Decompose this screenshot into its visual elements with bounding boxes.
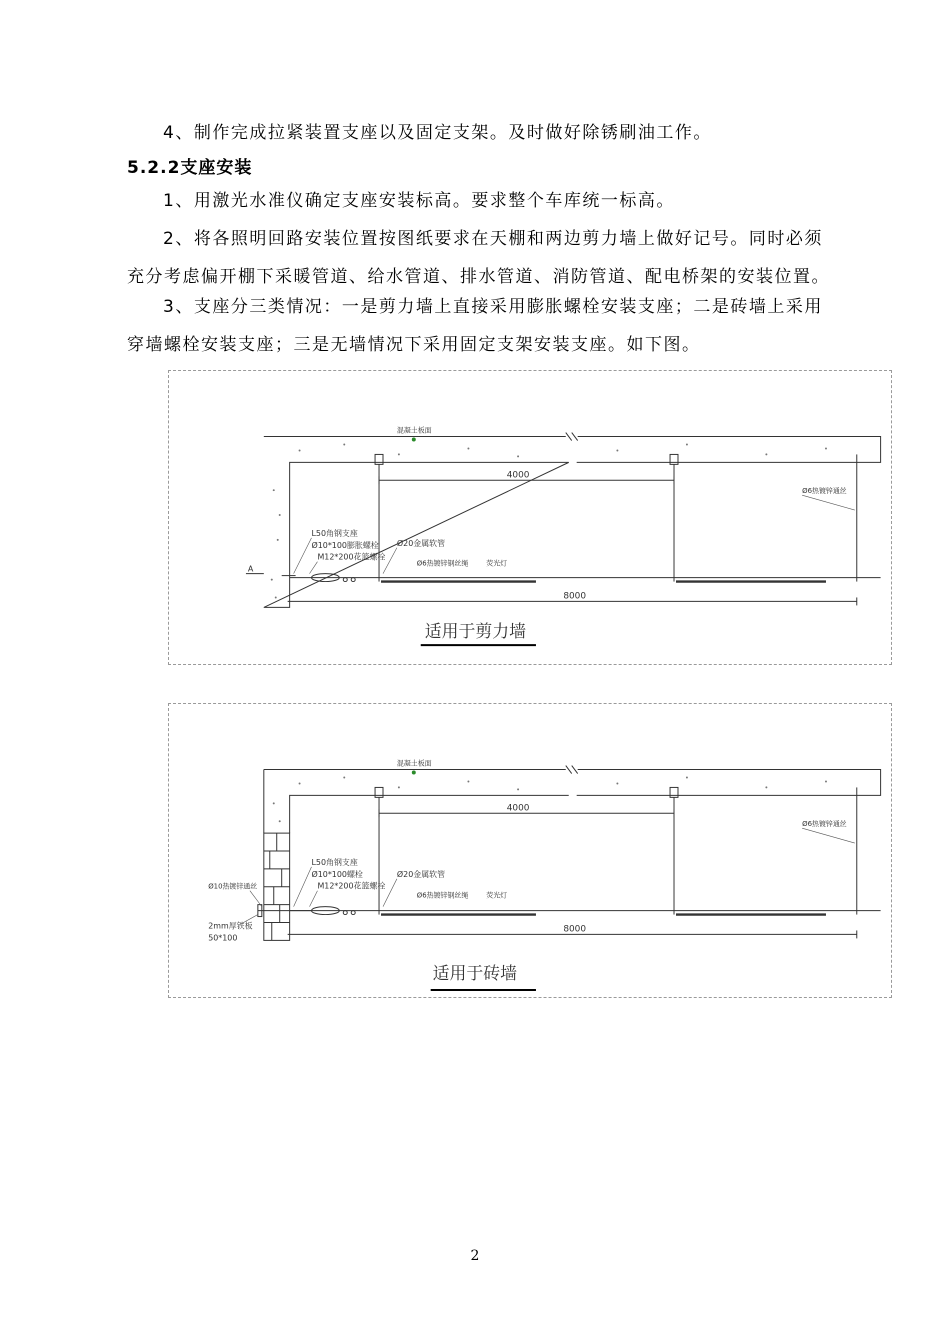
figure-caption: 适用于剪力墙: [424, 621, 526, 642]
slab-label: 混凝土板面: [396, 759, 432, 768]
lamp-label: 荧光灯: [486, 559, 508, 568]
plate-label: 2mm厚铁板: [208, 921, 253, 931]
dimension-4000: 4000: [506, 470, 530, 481]
wire-label: Ø6热镀锌通丝: [802, 487, 847, 496]
figure-shear-wall-drawing: [169, 371, 891, 664]
slab-label: 混凝土板面: [396, 426, 432, 435]
bolt2-label: M12*200花篮螺栓: [317, 881, 386, 891]
figure-brick-wall: [168, 703, 892, 998]
steel-wire-label: Ø6热镀锌钢丝绳: [416, 891, 469, 900]
through-bolt-label: Ø10热镀锌通丝: [208, 882, 258, 891]
paragraph-step-1: 1、用激光水准仪确定支座安装标高。要求整个车库统一标高。: [163, 191, 675, 211]
bolt2-label: M12*200花篮螺栓: [317, 552, 386, 562]
figure-brick-wall-drawing: [169, 704, 891, 997]
wire-label: Ø6热镀锌通丝: [802, 820, 847, 829]
section-heading: 5.2.2支座安装: [127, 158, 253, 178]
lamp-label: 荧光灯: [486, 891, 508, 900]
steel-wire-label: Ø6热镀锌钢丝绳: [416, 559, 469, 568]
page-number: 2: [470, 1248, 480, 1264]
dimension-4000: 4000: [506, 803, 530, 814]
figure-caption: 适用于砖墙: [432, 963, 518, 984]
conduit-label: Ø20金属软管: [396, 538, 446, 548]
plate-size-label: 50*100: [208, 933, 238, 943]
conduit-label: Ø20金属软管: [396, 869, 446, 879]
bolt1-label: Ø10*100膨胀螺栓: [311, 540, 379, 550]
figure-shear-wall: [168, 370, 892, 665]
paragraph-step-4: 4、制作完成拉紧装置支座以及固定支架。及时做好除锈刷油工作。: [163, 123, 712, 143]
dimension-8000: 8000: [563, 924, 587, 935]
paragraph-step-3: 3、支座分三类情况：一是剪力墙上直接采用膨胀螺栓安装支座；二是砖墙上采用穿墙螺栓安装支座；三是无墙情况下采用固定支架安装支座。如下图。: [127, 297, 823, 355]
bracket-label: L50角钢支座: [311, 857, 358, 867]
bracket-label: L50角钢支座: [311, 528, 358, 538]
section-mark: A: [247, 564, 254, 574]
dimension-8000: 8000: [563, 591, 587, 602]
paragraph-step-2: 2、将各照明回路安装位置按图纸要求在天棚和两边剪力墙上做好记号。同时必须充分考虑偏开棚下采暖管道、给水管道、排水管道、消防管道、配电桥架的安装位置。: [127, 229, 830, 287]
bolt1-label: Ø10*100螺栓: [311, 869, 363, 879]
